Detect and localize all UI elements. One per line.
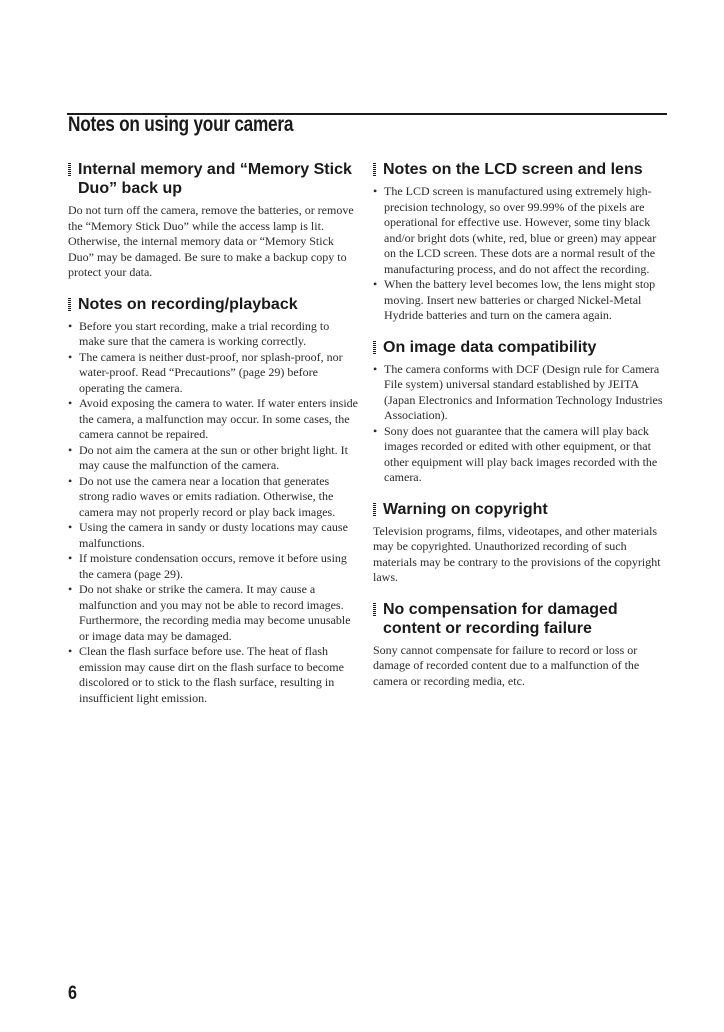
bullet-icon: • <box>68 396 73 410</box>
list-item: • The camera is neither dust-proof, nor splash-proof, nor water-proof. Read “Precautions” (page 29) before operating the camera. <box>68 349 343 395</box>
bullet-icon: • <box>373 361 378 376</box>
section-internal-memory <box>68 160 358 281</box>
bullet-icon: • <box>68 520 73 534</box>
heading-marker-icon <box>373 163 376 177</box>
section-heading: On image data compatibility <box>373 338 665 357</box>
list-item: • Using the camera in sandy or dusty locations may cause malfunctions. <box>68 520 348 550</box>
section-no-compensation <box>373 600 665 690</box>
list-item: • The camera conforms with DCF (Design rule for Camera File system) universal standard established by JEITA (Japan Electronics and Information Technology Industries Association). <box>373 361 663 422</box>
section-recording-playback <box>68 295 358 707</box>
section-heading: Notes on recording/playback <box>68 295 358 314</box>
list-item: • Do not shake or strike the camera. It may cause a malfunction and you may not be able to record images. Furthermore, the recording media may become unusable or image data may be damaged. <box>68 582 351 643</box>
heading-marker-icon <box>373 341 376 355</box>
heading-marker-icon <box>68 298 71 312</box>
bullet-list <box>373 362 665 486</box>
left-column <box>68 160 358 706</box>
bullet-icon: • <box>373 277 378 291</box>
section-heading: Internal memory and “Memory Stick Duo” back up <box>68 160 358 198</box>
list-item: • When the battery level becomes low, the lens might stop moving. Insert new batteries or charged Nickel-Metal Hydride batteries and turn on the camera again. <box>373 277 656 322</box>
list-item: • If moisture condensation occurs, remove it before using the camera (page 29). <box>68 551 347 581</box>
section-paragraph: Television programs, films, videotapes, and other materials may be copyrighted. Unauthorized recording of such materials may be contrary to the provisions of the copyright laws. <box>373 523 661 584</box>
bullet-icon: • <box>68 442 73 457</box>
page-number: 6 <box>68 983 77 1004</box>
list-item: • Before you start recording, make a trial recording to make sure that the camera is working correctly. <box>68 318 330 348</box>
bullet-icon: • <box>68 318 73 333</box>
bullet-icon: • <box>373 423 378 438</box>
section-copyright <box>373 500 665 586</box>
bullet-icon: • <box>68 473 73 488</box>
bullet-list <box>373 184 665 324</box>
list-item: • Do not use the camera near a location that generates strong radio waves or emits radiation. Otherwise, the camera may not properly record or play back images. <box>68 473 336 519</box>
section-paragraph: Sony cannot compensate for failure to record or loss or damage of recorded content due to a malfunction of the camera or recording media, etc. <box>373 642 640 688</box>
bullet-list <box>68 319 358 707</box>
bullet-icon: • <box>68 582 73 596</box>
section-paragraph: Do not turn off the camera, remove the batteries, or remove the “Memory Stick Duo” while the access lamp is lit. Otherwise, the internal memory data or “Memory Stick Duo” may be damaged. Be sure to make a backup copy to protect your data. <box>68 203 354 279</box>
bullet-icon: • <box>68 644 73 658</box>
bullet-icon: • <box>68 551 73 565</box>
right-column <box>373 160 665 689</box>
section-lcd-lens <box>373 160 665 324</box>
section-heading: Notes on the LCD screen and lens <box>373 160 665 179</box>
section-heading: Warning on copyright <box>373 500 665 519</box>
list-item: • Clean the flash surface before use. The heat of flash emission may cause dirt on the flash surface to become discolored or to stick to the flash surface, resulting in insufficient light emission. <box>68 644 344 705</box>
list-item: • Sony does not guarantee that the camera will play back images recorded or edited with other equipment, or that other equipment will play back images recorded with the camera. <box>373 423 658 484</box>
heading-marker-icon <box>373 503 376 517</box>
bullet-icon: • <box>373 184 378 198</box>
page-title: Notes on using your camera <box>68 113 294 136</box>
section-heading: No compensation for damaged content or recording failure <box>373 600 665 638</box>
list-item: • Avoid exposing the camera to water. If water enters inside the camera, a malfunction may occur. In some cases, the camera cannot be repaired. <box>68 396 359 441</box>
heading-marker-icon <box>68 163 71 177</box>
list-item: • Do not aim the camera at the sun or other bright light. It may cause the malfunction of the camera. <box>68 442 348 472</box>
bullet-icon: • <box>68 349 73 364</box>
section-image-compatibility <box>373 338 665 486</box>
heading-marker-icon <box>373 603 376 617</box>
list-item: • The LCD screen is manufactured using extremely high-precision technology, so over 99.99% of the pixels are operational for effective use. However, some tiny black and/or bright dots (white, red, blue or green) may appear on the LCD screen. These dots are a normal result of the manufacturing process, and do not affect the recording. <box>373 184 657 276</box>
